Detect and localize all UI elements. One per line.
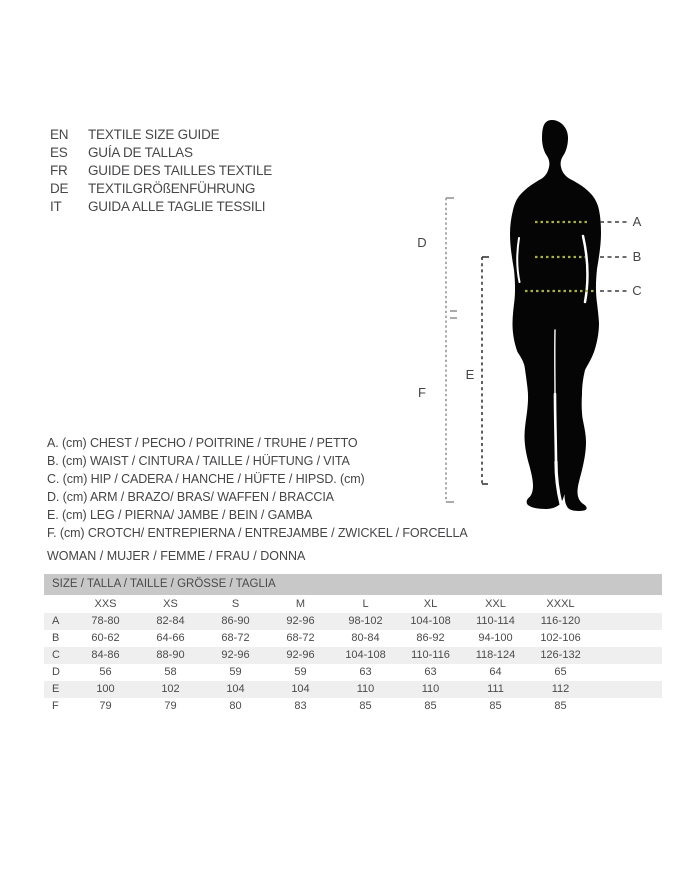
measurement-legend-item: B. (cm) WAIST / CINTURA / TAILLE / HÜFTUNG / VITA [47,454,350,468]
size-column-header: XS [163,598,178,610]
measurement-legend-item: E. (cm) LEG / PIERNA/ JAMBE / BEIN / GAMBA [47,508,313,522]
size-value-cell: 94-100 [478,632,513,644]
language-title: GUIDA ALLE TAGLIE TESSILI [88,199,266,214]
size-column-header: XL [423,598,438,610]
size-column-header: XXXL [546,598,575,610]
language-row [50,198,272,216]
language-row [50,180,272,198]
size-value-cell: 65 [554,666,567,678]
size-value-cell: 68-72 [286,632,315,644]
size-value-cell: 98-102 [348,615,383,627]
size-value-cell: 85 [489,700,502,712]
size-table [44,595,662,715]
size-column-header: XXS [94,598,117,610]
row-label: D [52,666,60,678]
leg-measure-line [482,257,489,484]
size-column-header: XXL [485,598,506,610]
language-code: IT [50,199,62,214]
language-row [50,162,272,180]
language-title: TEXTILE SIZE GUIDE [88,127,220,142]
filler-cell [593,664,662,681]
woman-silhouette [510,120,601,511]
size-value-cell: 56 [99,666,112,678]
size-header-row [44,595,662,613]
size-value-cell: 78-80 [91,615,120,627]
size-value-cell: 85 [424,700,437,712]
size-table-header: SIZE / TALLA / TAILLE / GRÖSSE / TAGLIA [44,574,662,595]
gender-heading: WOMAN / MUJER / FEMME / FRAU / DONNA [47,549,306,563]
size-table-row [44,664,662,681]
size-value-cell: 92-96 [286,649,315,661]
size-value-cell: 59 [294,666,307,678]
language-code: EN [50,127,69,142]
filler-cell [593,647,662,664]
arm-line-label: D [417,235,427,250]
language-title: TEXTILGRÖßENFÜHRUNG [88,181,256,196]
size-table-row [44,630,662,647]
row-label: E [52,683,60,695]
size-value-cell: 63 [359,666,372,678]
size-value-cell: 82-84 [156,615,185,627]
filler-cell [593,595,662,613]
filler-cell [593,630,662,647]
size-value-cell: 63 [424,666,437,678]
language-title: GUIDE DES TAILLES TEXTILE [88,163,273,178]
chest-line-label: A [632,214,642,229]
measurement-legend-item: A. (cm) CHEST / PECHO / POITRINE / TRUHE / PETTO [47,436,358,450]
filler-cell [593,613,662,630]
measurement-legend-item: F. (cm) CROTCH/ ENTREPIERNA / ENTREJAMBE / ZWICKEL / FORCELLA [47,526,468,540]
size-value-cell: 64-66 [156,632,185,644]
size-value-cell: 112 [551,683,570,695]
size-value-cell: 110 [421,683,440,695]
size-value-cell: 110-116 [411,649,450,661]
size-value-cell: 86-90 [221,615,250,627]
language-list [50,126,272,216]
crotch-line-label: F [418,385,426,400]
size-value-cell: 85 [359,700,372,712]
leg-line-label: E [465,367,475,382]
size-table-row [44,647,662,664]
language-title: GUÍA DE TALLAS [88,145,193,160]
size-value-cell: 88-90 [156,649,185,661]
language-row [50,144,272,162]
size-value-cell: 118-124 [475,649,516,661]
row-label: F [52,700,59,712]
size-value-cell: 79 [164,700,177,712]
size-table-row [44,681,662,698]
size-header-spacer [44,595,73,613]
size-value-cell: 104-108 [345,649,386,661]
size-value-cell: 79 [99,700,112,712]
row-label: B [52,632,60,644]
language-row [50,126,272,144]
size-value-cell: 102-106 [540,632,581,644]
size-value-cell: 104-108 [410,615,451,627]
waist-line-label: B [632,249,642,264]
filler-cell [593,681,662,698]
size-value-cell: 80 [229,700,242,712]
size-column-header: L [362,598,369,610]
size-column-header: S [231,598,240,610]
size-value-cell: 68-72 [221,632,250,644]
size-value-cell: 59 [229,666,242,678]
size-value-cell: 116-120 [540,615,581,627]
size-table-body [44,613,662,715]
size-table-row [44,698,662,715]
measurement-legend [47,434,468,542]
size-value-cell: 110-114 [476,615,515,627]
language-code: FR [50,163,68,178]
size-column-header: M [295,598,306,610]
size-value-cell: 64 [489,666,502,678]
filler-cell [593,698,662,715]
row-label: A [52,615,60,627]
size-value-cell: 111 [487,683,504,695]
size-value-cell: 110 [356,683,375,695]
label-extension-dashes [600,222,627,291]
row-label: C [52,649,60,661]
size-value-cell: 84-86 [91,649,120,661]
language-code: DE [50,181,69,196]
size-value-cell: 104 [291,683,310,695]
size-value-cell: 104 [226,683,245,695]
size-value-cell: 102 [161,683,180,695]
size-value-cell: 100 [96,683,115,695]
size-value-cell: 126-132 [540,649,581,661]
size-table-row [44,613,662,630]
size-value-cell: 60-62 [91,632,120,644]
measurement-legend-item: C. (cm) HIP / CADERA / HANCHE / HÜFTE / HIPSD. (cm) [47,472,365,486]
size-value-cell: 85 [554,700,567,712]
size-table-section [44,574,662,715]
hip-line-label: C [632,283,642,298]
language-code: ES [50,145,68,160]
size-value-cell: 80-84 [351,632,380,644]
size-value-cell: 58 [164,666,177,678]
measurement-legend-item: D. (cm) ARM / BRAZO/ BRAS/ WAFFEN / BRACCIA [47,490,334,504]
size-value-cell: 86-92 [416,632,445,644]
size-value-cell: 83 [294,700,307,712]
size-value-cell: 92-96 [221,649,250,661]
size-value-cell: 92-96 [286,615,315,627]
